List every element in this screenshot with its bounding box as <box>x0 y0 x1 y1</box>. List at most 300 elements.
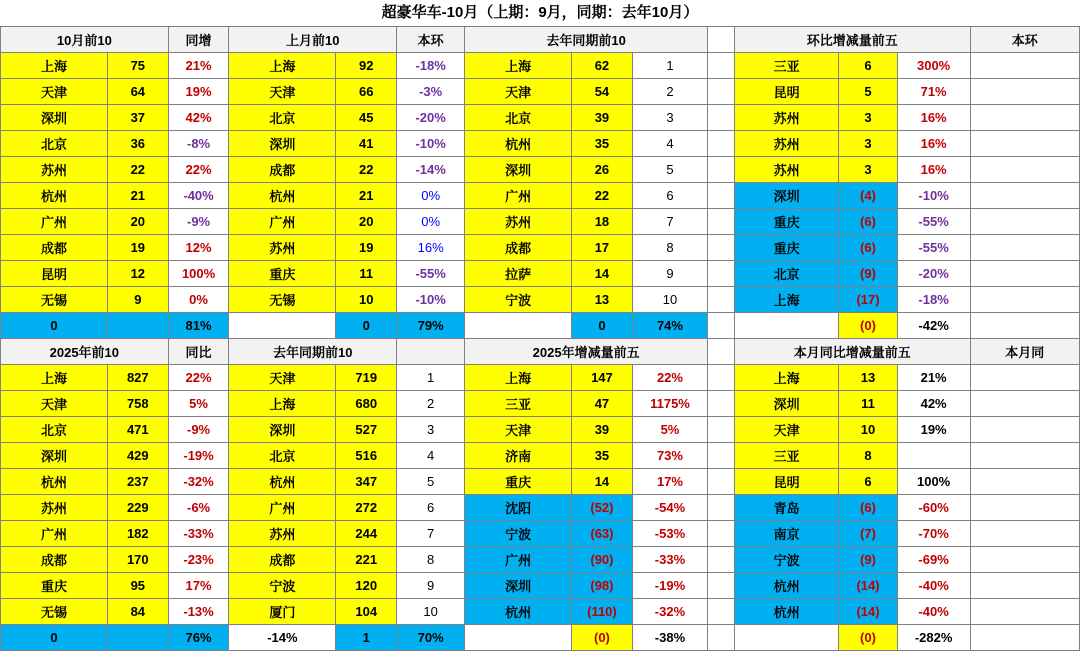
header-cell-11: 去年同期前10 <box>229 339 397 365</box>
cell-city-a: 天津 <box>1 79 108 105</box>
cell-city-h: 三亚 <box>734 443 838 469</box>
spacer-column <box>708 79 735 105</box>
total-a-blank <box>107 313 168 339</box>
cell-pct-h: -40% <box>897 573 970 599</box>
table-row <box>1 287 1080 313</box>
cell-city-d: 北京 <box>734 261 838 287</box>
cell-city-f: 上海 <box>229 391 336 417</box>
cell-city-e: 天津 <box>1 391 108 417</box>
spacer-column <box>708 547 735 573</box>
cell-city-e: 广州 <box>1 521 108 547</box>
cell-pct-h: -70% <box>897 521 970 547</box>
cell-rank-c: 7 <box>632 209 707 235</box>
cell-value-d: 3 <box>839 157 897 183</box>
cell-city-d: 深圳 <box>734 183 838 209</box>
cell-rank-c: 3 <box>632 105 707 131</box>
cell-city-b: 广州 <box>229 209 336 235</box>
cell-pct-e: -33% <box>168 521 229 547</box>
cell-city-b: 北京 <box>229 105 336 131</box>
total-b-val: 0 <box>336 313 397 339</box>
total-f-pct: 70% <box>397 625 465 651</box>
cell-value-g: 35 <box>572 443 633 469</box>
cell-pct-b: -10% <box>397 131 465 157</box>
cell-value-e: 229 <box>107 495 168 521</box>
spacer-column <box>708 573 735 599</box>
cell-value-b: 19 <box>336 235 397 261</box>
cell-value-c: 35 <box>572 131 633 157</box>
table-row <box>1 495 1080 521</box>
spacer-column <box>708 209 735 235</box>
cell-rank-f: 1 <box>397 365 465 391</box>
cell-value-c: 17 <box>572 235 633 261</box>
cell-pct-b: -3% <box>397 79 465 105</box>
cell-pct-h: 19% <box>897 417 970 443</box>
cell-value-g: 14 <box>572 469 633 495</box>
cell-empty-h <box>970 417 1079 443</box>
cell-rank-f: 6 <box>397 495 465 521</box>
cell-value-f: 347 <box>336 469 397 495</box>
cell-city-c: 深圳 <box>465 157 572 183</box>
spacer-column <box>708 391 735 417</box>
page-title: 超豪华车-10月（上期：9月，同期：去年10月） <box>0 0 1080 26</box>
cell-pct-g: -54% <box>632 495 707 521</box>
cell-pct-b: -55% <box>397 261 465 287</box>
spacer-column <box>708 131 735 157</box>
cell-value-h: (6) <box>839 495 897 521</box>
cell-pct-a: 42% <box>168 105 229 131</box>
cell-city-c: 上海 <box>465 53 572 79</box>
cell-city-g: 深圳 <box>465 573 572 599</box>
cell-value-g: 47 <box>572 391 633 417</box>
spacer-column <box>708 313 735 339</box>
cell-value-b: 21 <box>336 183 397 209</box>
cell-pct-g: -53% <box>632 521 707 547</box>
cell-empty-d <box>970 157 1079 183</box>
cell-city-a: 昆明 <box>1 261 108 287</box>
cell-city-h: 杭州 <box>734 599 838 625</box>
header-cell-16: 本月同 <box>970 339 1079 365</box>
cell-pct-g: 5% <box>632 417 707 443</box>
cell-value-h: (9) <box>839 547 897 573</box>
cell-city-d: 苏州 <box>734 157 838 183</box>
total-b-pct: 79% <box>397 313 465 339</box>
cell-value-e: 827 <box>107 365 168 391</box>
cell-pct-a: 100% <box>168 261 229 287</box>
cell-empty-h <box>970 443 1079 469</box>
spacer-column <box>708 287 735 313</box>
total-b-city <box>229 313 336 339</box>
cell-pct-g: 1175% <box>632 391 707 417</box>
cell-city-f: 广州 <box>229 495 336 521</box>
cell-city-c: 拉萨 <box>465 261 572 287</box>
cell-city-e: 杭州 <box>1 469 108 495</box>
cell-value-e: 758 <box>107 391 168 417</box>
cell-empty-h <box>970 469 1079 495</box>
cell-city-g: 杭州 <box>465 599 572 625</box>
cell-pct-e: 22% <box>168 365 229 391</box>
cell-city-e: 深圳 <box>1 443 108 469</box>
cell-value-h: 13 <box>839 365 897 391</box>
cell-city-b: 成都 <box>229 157 336 183</box>
cell-city-a: 北京 <box>1 131 108 157</box>
cell-value-b: 66 <box>336 79 397 105</box>
table-row <box>1 131 1080 157</box>
cell-city-b: 深圳 <box>229 131 336 157</box>
cell-pct-e: 5% <box>168 391 229 417</box>
total-f-val: 1 <box>336 625 397 651</box>
cell-city-h: 南京 <box>734 521 838 547</box>
cell-city-h: 青岛 <box>734 495 838 521</box>
spacer-column <box>708 27 735 53</box>
cell-city-c: 苏州 <box>465 209 572 235</box>
cell-value-g: (90) <box>572 547 633 573</box>
spacer-column <box>708 157 735 183</box>
cell-value-e: 170 <box>107 547 168 573</box>
cell-pct-a: 21% <box>168 53 229 79</box>
header-cell-4: 本环 <box>397 27 465 53</box>
cell-rank-c: 1 <box>632 53 707 79</box>
cell-pct-e: -32% <box>168 469 229 495</box>
cell-value-c: 22 <box>572 183 633 209</box>
cell-value-a: 9 <box>107 287 168 313</box>
cell-city-e: 重庆 <box>1 573 108 599</box>
cell-city-d: 上海 <box>734 287 838 313</box>
cell-city-d: 昆明 <box>734 79 838 105</box>
table-row <box>1 443 1080 469</box>
header-cell-7: 环比增减量前五 <box>734 27 970 53</box>
cell-pct-g: 17% <box>632 469 707 495</box>
cell-pct-b: -10% <box>397 287 465 313</box>
cell-city-g: 天津 <box>465 417 572 443</box>
cell-city-b: 无锡 <box>229 287 336 313</box>
cell-pct-b: -20% <box>397 105 465 131</box>
header-cell-5: 去年同期前10 <box>465 27 708 53</box>
cell-empty-d <box>970 261 1079 287</box>
header-cell-9: 2025年前10 <box>1 339 169 365</box>
cell-city-h: 深圳 <box>734 391 838 417</box>
spacer-column <box>708 599 735 625</box>
table-row <box>1 53 1080 79</box>
cell-value-f: 680 <box>336 391 397 417</box>
cell-value-g: (52) <box>572 495 633 521</box>
cell-city-a: 杭州 <box>1 183 108 209</box>
header-cell-1: 10月前10 <box>1 27 169 53</box>
spacer-column <box>708 495 735 521</box>
total-h-pct: -282% <box>897 625 970 651</box>
cell-value-d: (6) <box>839 235 897 261</box>
cell-city-a: 苏州 <box>1 157 108 183</box>
cell-pct-b: 16% <box>397 235 465 261</box>
cell-value-g: 39 <box>572 417 633 443</box>
cell-empty-h <box>970 573 1079 599</box>
cell-value-b: 92 <box>336 53 397 79</box>
total-d-extra <box>970 313 1079 339</box>
total-a-city: 0 <box>1 313 108 339</box>
cell-value-c: 14 <box>572 261 633 287</box>
table-row <box>1 183 1080 209</box>
spacer-column <box>708 521 735 547</box>
cell-rank-c: 10 <box>632 287 707 313</box>
cell-value-h: 6 <box>839 469 897 495</box>
cell-rank-f: 9 <box>397 573 465 599</box>
cell-city-h: 宁波 <box>734 547 838 573</box>
table-row <box>1 365 1080 391</box>
cell-empty-d <box>970 53 1079 79</box>
cell-pct-d: -20% <box>897 261 970 287</box>
cell-pct-d: -55% <box>897 209 970 235</box>
cell-city-b: 上海 <box>229 53 336 79</box>
cell-value-h: (14) <box>839 599 897 625</box>
spacer-column <box>708 443 735 469</box>
cell-value-b: 20 <box>336 209 397 235</box>
cell-value-c: 13 <box>572 287 633 313</box>
cell-value-f: 527 <box>336 417 397 443</box>
cell-city-g: 重庆 <box>465 469 572 495</box>
cell-value-g: 147 <box>572 365 633 391</box>
cell-empty-d <box>970 79 1079 105</box>
cell-rank-c: 8 <box>632 235 707 261</box>
total-e-city: 0 <box>1 625 108 651</box>
spacer-column <box>708 365 735 391</box>
spacer-column <box>708 625 735 651</box>
cell-city-b: 苏州 <box>229 235 336 261</box>
cell-value-f: 104 <box>336 599 397 625</box>
cell-rank-c: 9 <box>632 261 707 287</box>
total-h-extra <box>970 625 1079 651</box>
total-a-pct: 81% <box>168 313 229 339</box>
cell-value-b: 45 <box>336 105 397 131</box>
header-cell-2: 同增 <box>168 27 229 53</box>
cell-pct-h: -60% <box>897 495 970 521</box>
cell-value-h: 10 <box>839 417 897 443</box>
spacer-column <box>708 183 735 209</box>
cell-pct-e: -13% <box>168 599 229 625</box>
table-row <box>1 235 1080 261</box>
cell-empty-d <box>970 131 1079 157</box>
header-cell-13: 2025年增减量前五 <box>465 339 708 365</box>
table-row <box>1 157 1080 183</box>
spacer-column <box>708 105 735 131</box>
cell-value-a: 37 <box>107 105 168 131</box>
cell-city-d: 苏州 <box>734 131 838 157</box>
cell-empty-h <box>970 547 1079 573</box>
cell-empty-h <box>970 365 1079 391</box>
cell-rank-f: 8 <box>397 547 465 573</box>
cell-city-f: 天津 <box>229 365 336 391</box>
cell-value-h: (14) <box>839 573 897 599</box>
total-e-pct: 76% <box>168 625 229 651</box>
cell-pct-e: -23% <box>168 547 229 573</box>
cell-city-d: 重庆 <box>734 235 838 261</box>
cell-value-h: (7) <box>839 521 897 547</box>
cell-value-e: 182 <box>107 521 168 547</box>
table-row <box>1 573 1080 599</box>
cell-city-g: 济南 <box>465 443 572 469</box>
cell-value-e: 237 <box>107 469 168 495</box>
cell-rank-c: 5 <box>632 157 707 183</box>
cell-rank-c: 4 <box>632 131 707 157</box>
cell-pct-h <box>897 443 970 469</box>
bottom-total-row <box>1 625 1080 651</box>
cell-pct-e: -6% <box>168 495 229 521</box>
cell-city-f: 厦门 <box>229 599 336 625</box>
cell-pct-a: 12% <box>168 235 229 261</box>
cell-pct-d: 300% <box>897 53 970 79</box>
cell-value-a: 64 <box>107 79 168 105</box>
cell-city-g: 沈阳 <box>465 495 572 521</box>
total-g-pct: -38% <box>632 625 707 651</box>
cell-pct-h: 100% <box>897 469 970 495</box>
cell-empty-d <box>970 287 1079 313</box>
cell-value-h: 8 <box>839 443 897 469</box>
cell-pct-g: -19% <box>632 573 707 599</box>
cell-city-g: 上海 <box>465 365 572 391</box>
total-e-blank <box>107 625 168 651</box>
cell-value-b: 41 <box>336 131 397 157</box>
cell-city-f: 深圳 <box>229 417 336 443</box>
cell-value-d: 6 <box>839 53 897 79</box>
cell-rank-f: 2 <box>397 391 465 417</box>
cell-pct-a: 22% <box>168 157 229 183</box>
cell-city-c: 北京 <box>465 105 572 131</box>
cell-pct-b: -18% <box>397 53 465 79</box>
total-c-pct: 74% <box>632 313 707 339</box>
cell-value-f: 120 <box>336 573 397 599</box>
total-d-pct: -42% <box>897 313 970 339</box>
cell-value-b: 22 <box>336 157 397 183</box>
cell-pct-a: 0% <box>168 287 229 313</box>
table-row <box>1 417 1080 443</box>
top-total-row <box>1 313 1080 339</box>
cell-value-c: 54 <box>572 79 633 105</box>
cell-pct-g: -32% <box>632 599 707 625</box>
cell-city-h: 天津 <box>734 417 838 443</box>
cell-city-e: 苏州 <box>1 495 108 521</box>
cell-city-e: 无锡 <box>1 599 108 625</box>
total-c-city <box>465 313 572 339</box>
cell-city-g: 宁波 <box>465 521 572 547</box>
cell-value-f: 272 <box>336 495 397 521</box>
cell-value-b: 10 <box>336 287 397 313</box>
total-h-city <box>734 625 838 651</box>
cell-value-c: 62 <box>572 53 633 79</box>
cell-city-f: 宁波 <box>229 573 336 599</box>
cell-city-a: 成都 <box>1 235 108 261</box>
cell-city-e: 北京 <box>1 417 108 443</box>
cell-rank-c: 6 <box>632 183 707 209</box>
cell-pct-a: 19% <box>168 79 229 105</box>
cell-pct-d: 71% <box>897 79 970 105</box>
spacer-column <box>708 417 735 443</box>
table-row <box>1 79 1080 105</box>
spacer-column <box>708 339 735 365</box>
cell-value-a: 21 <box>107 183 168 209</box>
header-cell-8: 本环 <box>970 27 1079 53</box>
cell-city-f: 苏州 <box>229 521 336 547</box>
cell-pct-e: 17% <box>168 573 229 599</box>
cell-pct-d: -55% <box>897 235 970 261</box>
cell-pct-h: -40% <box>897 599 970 625</box>
total-g-val: (0) <box>572 625 633 651</box>
cell-empty-h <box>970 495 1079 521</box>
table-row <box>1 521 1080 547</box>
cell-pct-h: 42% <box>897 391 970 417</box>
cell-city-b: 杭州 <box>229 183 336 209</box>
cell-rank-f: 3 <box>397 417 465 443</box>
cell-value-g: (63) <box>572 521 633 547</box>
cell-pct-b: 0% <box>397 183 465 209</box>
cell-value-f: 244 <box>336 521 397 547</box>
cell-value-c: 39 <box>572 105 633 131</box>
table-row <box>1 469 1080 495</box>
cell-value-e: 84 <box>107 599 168 625</box>
table-row <box>1 547 1080 573</box>
cell-empty-h <box>970 599 1079 625</box>
cell-city-c: 广州 <box>465 183 572 209</box>
cell-city-f: 成都 <box>229 547 336 573</box>
cell-value-a: 22 <box>107 157 168 183</box>
cell-value-a: 20 <box>107 209 168 235</box>
cell-pct-d: 16% <box>897 105 970 131</box>
cell-value-a: 75 <box>107 53 168 79</box>
total-h-val: (0) <box>839 625 897 651</box>
table-row <box>1 391 1080 417</box>
cell-value-e: 429 <box>107 443 168 469</box>
cell-pct-h: 21% <box>897 365 970 391</box>
data-table <box>0 26 1080 651</box>
cell-value-g: (98) <box>572 573 633 599</box>
cell-city-c: 宁波 <box>465 287 572 313</box>
spacer-column <box>708 53 735 79</box>
cell-pct-d: -18% <box>897 287 970 313</box>
cell-city-a: 上海 <box>1 53 108 79</box>
cell-empty-d <box>970 209 1079 235</box>
total-c-val: 0 <box>572 313 633 339</box>
cell-pct-b: -14% <box>397 157 465 183</box>
cell-value-a: 12 <box>107 261 168 287</box>
header-cell-3: 上月前10 <box>229 27 397 53</box>
cell-city-b: 天津 <box>229 79 336 105</box>
cell-city-c: 天津 <box>465 79 572 105</box>
cell-value-e: 471 <box>107 417 168 443</box>
table-row <box>1 261 1080 287</box>
cell-city-d: 苏州 <box>734 105 838 131</box>
spacer-column <box>708 235 735 261</box>
table-row <box>1 209 1080 235</box>
cell-pct-d: 16% <box>897 157 970 183</box>
cell-value-c: 18 <box>572 209 633 235</box>
cell-value-f: 516 <box>336 443 397 469</box>
cell-empty-h <box>970 521 1079 547</box>
cell-rank-c: 2 <box>632 79 707 105</box>
cell-city-a: 广州 <box>1 209 108 235</box>
cell-city-d: 重庆 <box>734 209 838 235</box>
cell-rank-f: 5 <box>397 469 465 495</box>
header-cell-12 <box>397 339 465 365</box>
spacer-column <box>708 261 735 287</box>
cell-pct-g: 73% <box>632 443 707 469</box>
cell-rank-f: 4 <box>397 443 465 469</box>
cell-empty-d <box>970 235 1079 261</box>
cell-pct-d: 16% <box>897 131 970 157</box>
cell-rank-f: 7 <box>397 521 465 547</box>
header-cell-15: 本月同比增减量前五 <box>734 339 970 365</box>
cell-city-h: 上海 <box>734 365 838 391</box>
cell-pct-a: -8% <box>168 131 229 157</box>
cell-empty-d <box>970 183 1079 209</box>
header-row-mid <box>1 339 1080 365</box>
cell-value-h: 11 <box>839 391 897 417</box>
